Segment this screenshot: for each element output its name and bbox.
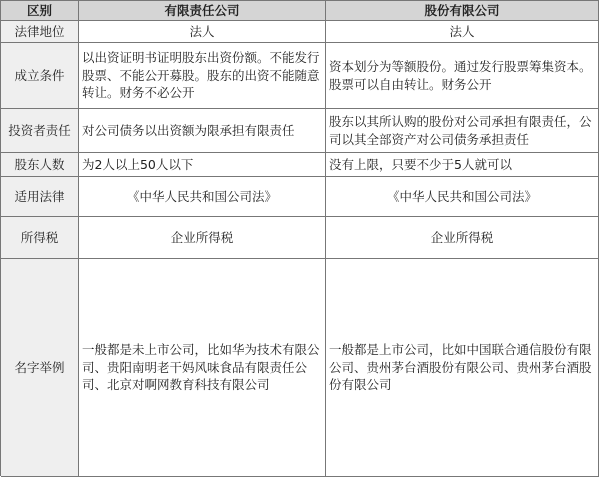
llc-income-tax: 企业所得税 xyxy=(79,217,326,259)
jsc-investor-liability: 股东以其所认购的股份对公司承担有限责任，公司以其全部资产对公司债务承担责任 xyxy=(326,109,599,153)
header-label-difference: 区别 xyxy=(26,2,52,18)
header-cell-difference xyxy=(1,1,79,21)
llc-name-examples: 一般都是未上市公司，比如华为技术有限公司、贵阳南明老干妈风味食品有限责任公司、北京对啊网教育科技有限公司 xyxy=(79,259,326,477)
jsc-establishment: 资本划分为等额股份。通过发行股票筹集资本。股票可以自由转让。财务公开 xyxy=(326,43,599,109)
jsc-shareholder-count: 没有上限，只要不少于5人就可以 xyxy=(326,153,599,177)
row-label-shareholder-count: 股东人数 xyxy=(1,153,79,177)
row-label-applicable-law: 适用法律 xyxy=(1,177,79,217)
llc-establishment: 以出资证明书证明股东出资份额。不能发行股票、不能公开募股。股东的出资不能随意转让。财务不必公开 xyxy=(79,43,326,109)
header-label-jsc: 股份有限公司 xyxy=(424,2,500,18)
header-cell-jsc xyxy=(326,1,599,21)
llc-shareholder-count: 为2人以上50人以下 xyxy=(79,153,326,177)
row-label-legal-status: 法律地位 xyxy=(1,21,79,43)
jsc-name-examples: 一般都是上市公司，比如中国联合通信股份有限公司、贵州茅台酒股份有限公司、贵州茅台酒股份有限公司 xyxy=(326,259,599,477)
row-label-income-tax: 所得税 xyxy=(1,217,79,259)
jsc-applicable-law: 《中华人民共和国公司法》 xyxy=(326,177,599,217)
llc-investor-liability: 对公司债务以出资额为限承担有限责任 xyxy=(79,109,326,153)
jsc-income-tax: 企业所得税 xyxy=(326,217,599,259)
jsc-legal-status: 法人 xyxy=(326,21,599,43)
header-cell-llc xyxy=(79,1,326,21)
row-label-investor-liability: 投资者责任 xyxy=(1,109,79,153)
header-label-llc: 有限责任公司 xyxy=(164,2,240,18)
llc-applicable-law: 《中华人民共和国公司法》 xyxy=(79,177,326,217)
row-label-establishment: 成立条件 xyxy=(1,43,79,109)
llc-legal-status: 法人 xyxy=(79,21,326,43)
row-label-name-examples: 名字举例 xyxy=(1,259,79,477)
